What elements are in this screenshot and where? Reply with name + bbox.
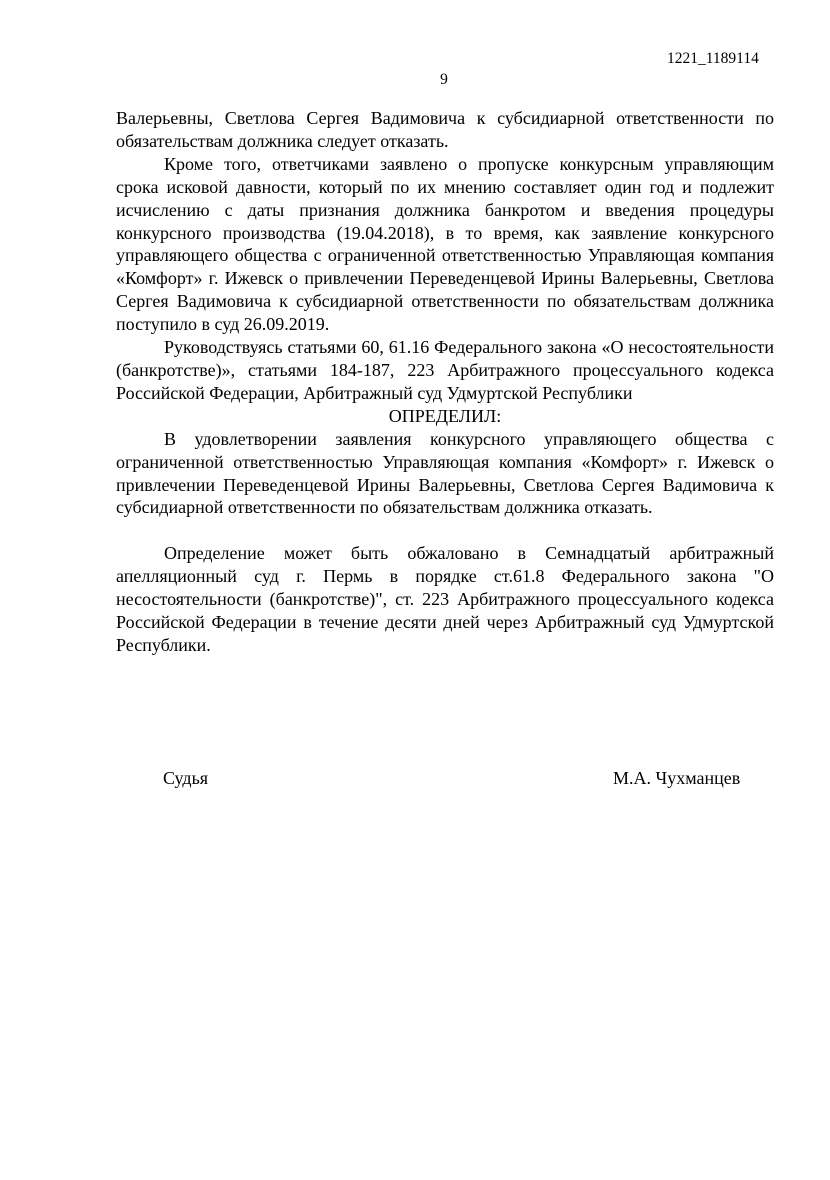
document-body bbox=[116, 107, 774, 657]
paragraph-limitation-period: Кроме того, ответчиками заявлено о пропуске конкурсным управляющим срока исковой давности, который по их мнению составляет один год и подлежит исчислению с даты признания должника банкротом и введения процедуры конкурсного производства (19.04.2018), в то время, как заявление конкурсного управляющего общества с ограниченной ответственностью Управляющая компания «Комфорт» г. Ижевск о привлечении Переведенцевой Ирины Валерьевны, Светлова Сергея Вадимовича к субсидиарной ответственности по обязательствам должника поступило в суд 26.09.2019. bbox=[116, 153, 774, 335]
ruling-heading: ОПРЕДЕЛИЛ: bbox=[388, 405, 502, 426]
paragraph-continuation: Валерьевны, Светлова Сергея Вадимовича к субсидиарной ответственности по обязательствам должника следует отказать. bbox=[116, 108, 774, 151]
paragraph-ruling: В удовлетворении заявления конкурсного управляющего общества с ограниченной ответственностью Управляющая компания «Комфорт» г. Ижевск о привлечении Переведенцевой Ирины Валерьевны, Светлова Сергея Вадимовича к субсидиарной ответственности по обязательствам должника отказать. bbox=[116, 428, 774, 518]
spacer bbox=[116, 519, 774, 542]
signature-name: М.А. Чухманцев bbox=[613, 768, 741, 788]
signature-role: Судья bbox=[163, 768, 209, 788]
paragraph-legal-basis: Руководствуясь статьями 60, 61.16 Федерального закона «О несостоятельности (банкротстве)», статьями 184-187, 223 Арбитражного процессуального кодекса Российской Федерации, Арбитражный суд Удмуртской Республики bbox=[116, 337, 774, 403]
page-number: 9 bbox=[440, 71, 448, 88]
paragraph-appeal: Определение может быть обжаловано в Семнадцатый арбитражный апелляционный суд г. Пермь в порядке ст.61.8 Федерального закона "О несостоятельности (банкротстве)", ст. 223 Арбитражного процессуального кодекса Российской Федерации в течение десяти дней через Арбитражный суд Удмуртской Республики. bbox=[116, 543, 774, 655]
case-number: 1221_1189114 bbox=[667, 50, 759, 67]
